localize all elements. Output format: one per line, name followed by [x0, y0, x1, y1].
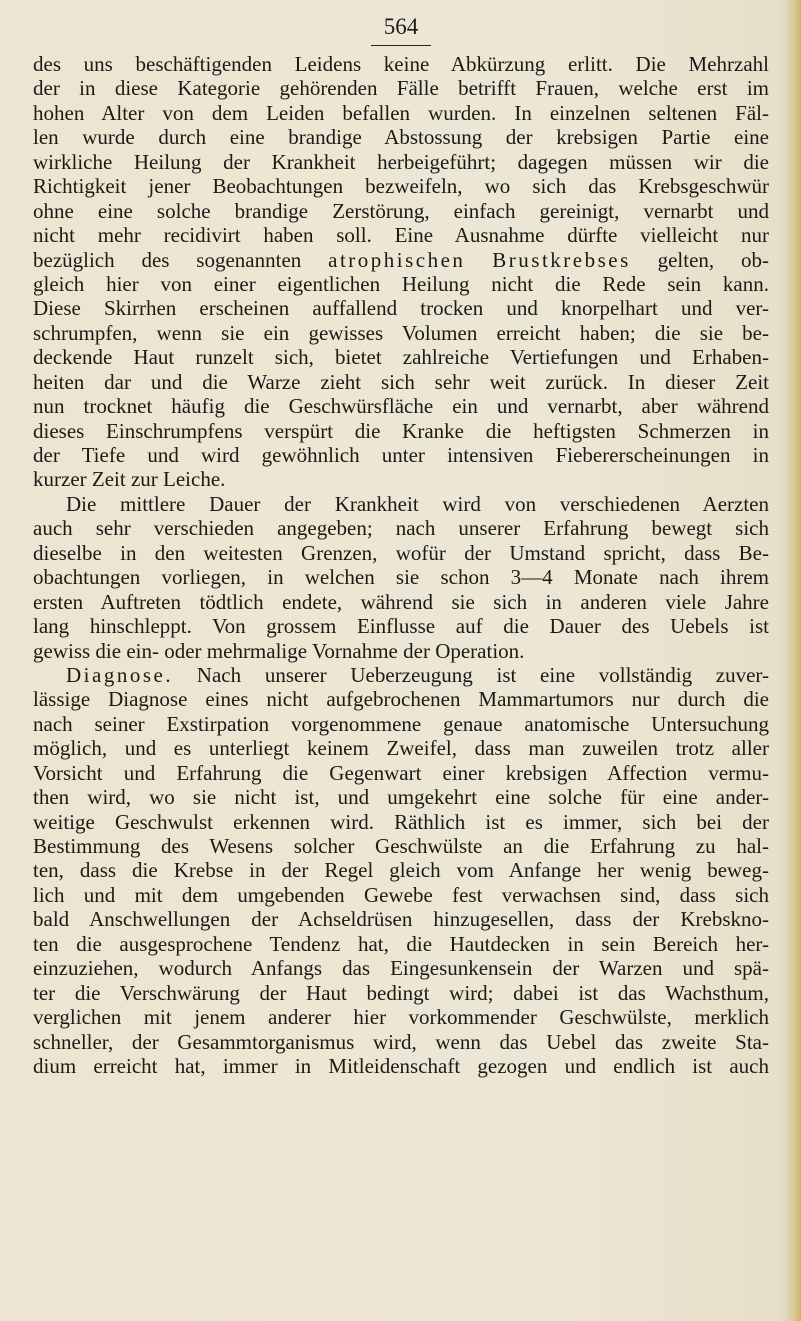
- text-line: lang hinschleppt. Von grossem Einflusse auf die Dauer des Uebels ist: [33, 614, 769, 639]
- text-line: hohen Alter von dem Leiden befallen wurden. In einzelnen seltenen Fäl-: [33, 100, 769, 125]
- text-line: lässige Diagnose eines nicht aufgebrochenen Mammartumors nur durch die: [33, 687, 769, 712]
- body-text: [33, 52, 769, 1078]
- text-line: ersten Auftreten tödtlich endete, während sie sich in anderen viele Jahre: [33, 589, 769, 614]
- text-line: ter die Verschwärung der Haut bedingt wird; dabei ist das Wachsthum,: [33, 980, 769, 1005]
- text-line: len wurde durch eine brandige Abstossung der krebsigen Partie eine: [33, 125, 769, 150]
- text-line: dieselbe in den weitesten Grenzen, wofür der Umstand spricht, dass Be-: [33, 540, 769, 565]
- emphasized-term: Brustkrebses: [492, 247, 631, 272]
- text-line: then wird, wo sie nicht ist, und umgekehrt eine solche für eine ander-: [33, 785, 769, 810]
- text-line: gleich hier von einer eigentlichen Heilung nicht die Rede sein kann.: [33, 271, 769, 296]
- text-line: obachtungen vorliegen, in welchen sie schon 3—4 Monate nach ihrem: [33, 565, 769, 590]
- text-line: Richtigkeit jener Beobachtungen bezweifeln, wo sich das Krebsgeschwür: [33, 174, 769, 199]
- text-line: des uns beschäftigenden Leidens keine Abkürzung erlitt. Die Mehrzahl: [33, 52, 769, 76]
- text-line-with-heading: [33, 663, 769, 687]
- text-line: gewiss die ein- oder mehrmalige Vornahme der Operation.: [33, 638, 525, 663]
- text-line: der Tiefe und wird gewöhnlich unter intensiven Fiebererscheinungen in: [33, 443, 769, 467]
- text-line: möglich, und es unterliegt keinem Zweifel, dass man zuweilen trotz aller: [33, 736, 769, 761]
- text-line: ten, dass die Krebse in der Regel gleich vom Anfange her wenig beweg-: [33, 858, 769, 883]
- text-line: der in diese Kategorie gehörenden Fälle betrifft Frauen, welche erst im: [33, 76, 769, 101]
- text-line: auch sehr verschieden angegeben; nach unserer Erfahrung bewegt sich: [33, 516, 769, 541]
- section-heading-diagnose: Diagnose.: [66, 662, 174, 687]
- text-line: Die mittlere Dauer der Krankheit wird von verschiedenen Aerzten: [66, 491, 769, 516]
- text-line: Bestimmung des Wesens solcher Geschwülste an die Erfahrung zu hal-: [33, 834, 769, 858]
- page-edge-stain: [787, 0, 801, 1321]
- text-line-spaced-terms: bezüglich des sogenannten atrophischen Brustkrebses gelten, ob-: [33, 247, 770, 272]
- text-line: Diese Skirrhen erscheinen auffallend trocken und knorpelhart und ver-: [33, 296, 769, 321]
- text-line: kurzer Zeit zur Leiche.: [33, 467, 226, 492]
- text-line: dium erreicht hat, immer in Mitleidenschaft gezogen und endlich ist auch: [33, 1053, 769, 1078]
- text-line: deckende Haut runzelt sich, bietet zahlreiche Vertiefungen und Erhaben-: [33, 345, 769, 370]
- text-line: schrumpfen, wenn sie ein gewisses Volumen erreicht haben; die sie be-: [33, 320, 769, 345]
- text-line: nicht mehr recidivirt haben soll. Eine Ausnahme dürfte vielleicht nur: [33, 223, 769, 248]
- text-line: bald Anschwellungen der Achseldrüsen hinzugesellen, dass der Krebskno-: [33, 907, 769, 932]
- text-line: dieses Einschrumpfens verspürt die Kranke die heftigsten Schmerzen in: [33, 418, 769, 443]
- page-number: 564: [371, 10, 431, 46]
- text-line: lich und mit dem umgebenden Gewebe fest verwachsen sind, dass sich: [33, 882, 769, 907]
- text-line: schneller, der Gesammtorganismus wird, wenn das Uebel das zweite Sta-: [33, 1029, 769, 1054]
- text-line: ten die ausgesprochene Tendenz hat, die Hautdecken in sein Bereich her-: [33, 931, 769, 956]
- text-line: wirkliche Heilung der Krankheit herbeigeführt; dagegen müssen wir die: [33, 149, 769, 174]
- text-line: weitige Geschwulst erkennen wird. Räthlich ist es immer, sich bei der: [33, 809, 769, 834]
- text-line: verglichen mit jenem anderer hier vorkommender Geschwülste, merklich: [33, 1005, 769, 1030]
- text-line: nun trocknet häufig die Geschwürsfläche ein und vernarbt, aber während: [33, 394, 769, 419]
- emphasized-term: atrophischen: [328, 247, 466, 272]
- text-line-rest: Nach unserer Ueberzeugung ist eine vollständig zuver-: [196, 662, 770, 687]
- text-line: nach seiner Exstirpation vorgenommene genaue anatomische Untersuchung: [33, 711, 769, 736]
- text-line: Vorsicht und Erfahrung die Gegenwart einer krebsigen Affection vermu-: [33, 760, 769, 785]
- text-line: einzuziehen, wodurch Anfangs das Eingesunkensein der Warzen und spä-: [33, 956, 769, 981]
- text-line: ohne eine solche brandige Zerstörung, einfach gereinigt, vernarbt und: [33, 198, 769, 223]
- text-line: heiten dar und die Warze zieht sich sehr weit zurück. In dieser Zeit: [33, 369, 769, 394]
